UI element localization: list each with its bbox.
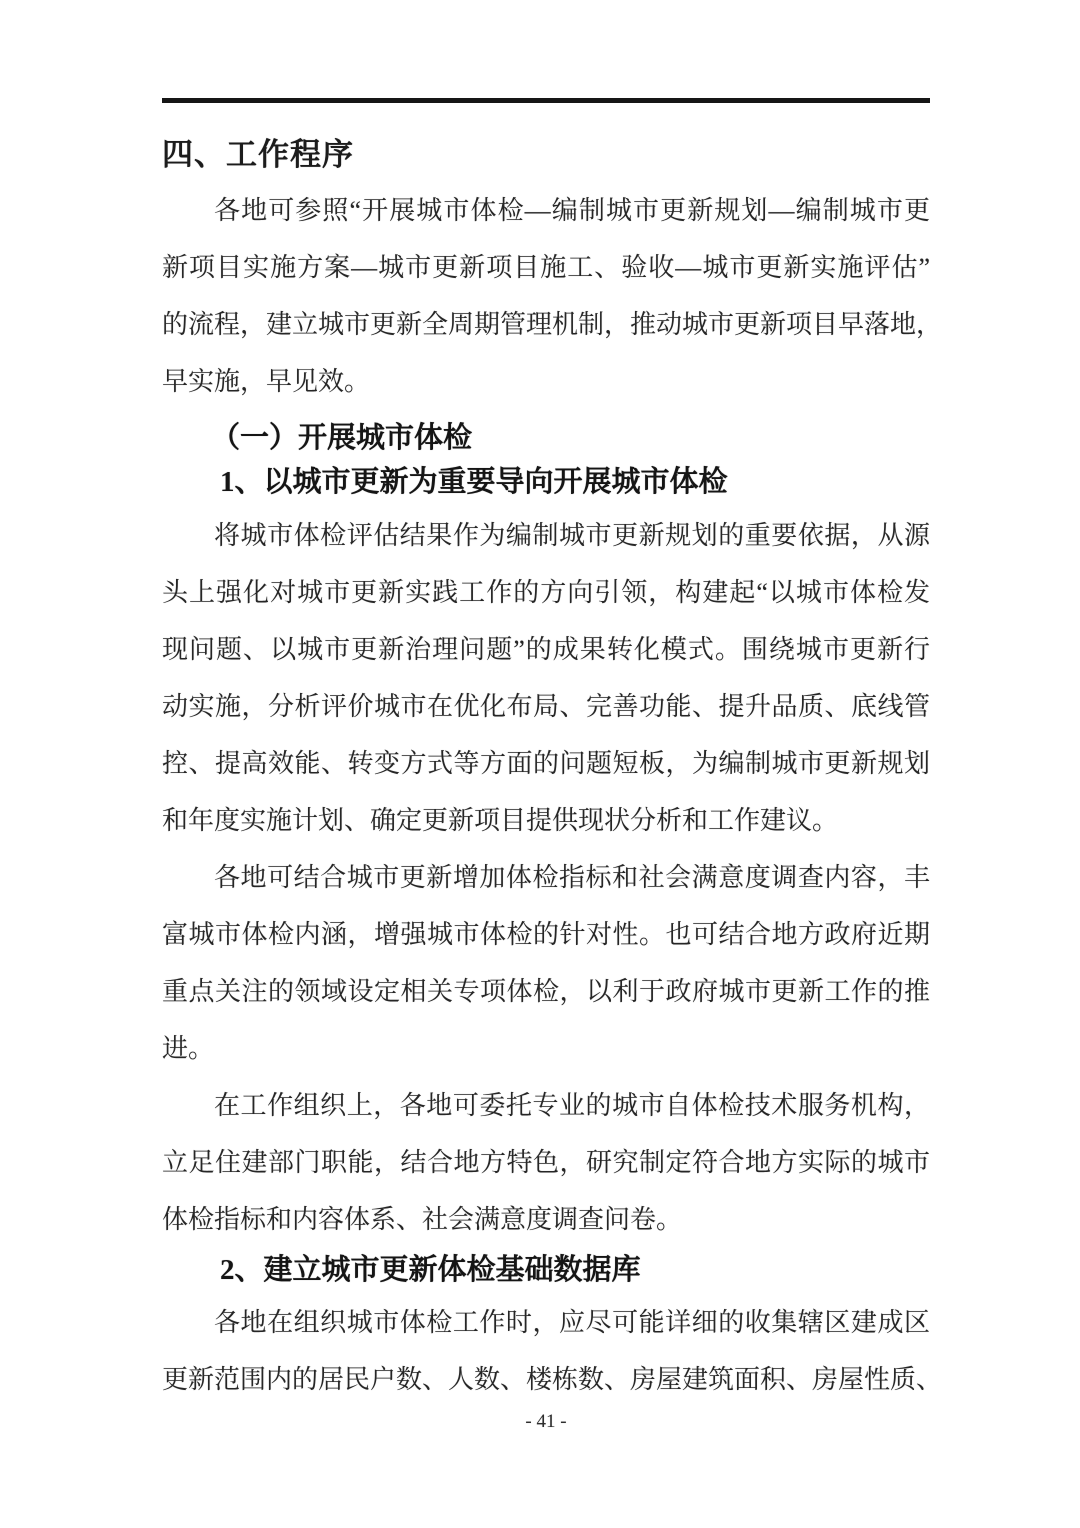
paragraph-line: 体检指标和内容体系、社会满意度调查问卷。 bbox=[162, 1205, 683, 1234]
paragraph-line: 早实施，早见效。 bbox=[162, 367, 371, 396]
item-2-paragraph-1 bbox=[162, 1294, 943, 1408]
item-1-paragraph-2 bbox=[162, 849, 930, 1077]
paragraph-line: 各地在组织城市体检工作时，应尽可能详细的收集辖区建成区 bbox=[214, 1308, 930, 1337]
paragraph-line: 在工作组织上，各地可委托专业的城市自体检技术服务机构， bbox=[214, 1091, 930, 1120]
paragraph-line: 头上强化对城市更新实践工作的方向引领，构建起“以城市体检发 bbox=[162, 578, 930, 607]
paragraph-line: 的流程，建立城市更新全周期管理机制，推动城市更新项目早落地， bbox=[162, 310, 943, 339]
header-rule bbox=[162, 98, 930, 103]
item-1-heading: 1、以城市更新为重要导向开展城市体检 bbox=[220, 466, 728, 498]
paragraph-line: 更新范围内的居民户数、人数、楼栋数、房屋建筑面积、房屋性质、 bbox=[162, 1365, 943, 1394]
paragraph-line: 现问题、以城市更新治理问题”的成果转化模式。围绕城市更新行 bbox=[162, 635, 930, 664]
paragraph-line: 重点关注的领域设定相关专项体检，以利于政府城市更新工作的推 bbox=[162, 977, 930, 1006]
paragraph-line: 和年度实施计划、确定更新项目提供现状分析和工作建议。 bbox=[162, 806, 839, 835]
item-1-paragraph-1 bbox=[162, 507, 930, 849]
page-number: - 41 - bbox=[525, 1411, 567, 1432]
item-2-heading: 2、建立城市更新体检基础数据库 bbox=[220, 1254, 641, 1286]
paragraph-line: 各地可参照“开展城市体检—编制城市更新规划—编制城市更 bbox=[214, 196, 930, 225]
intro-paragraph bbox=[162, 182, 943, 410]
paragraph-line: 控、提高效能、转变方式等方面的问题短板，为编制城市更新规划 bbox=[162, 749, 930, 778]
paragraph-line: 将城市体检评估结果作为编制城市更新规划的重要依据，从源 bbox=[214, 521, 930, 550]
paragraph-line: 富城市体检内涵，增强城市体检的针对性。也可结合地方政府近期 bbox=[162, 920, 930, 949]
paragraph-line: 动实施，分析评价城市在优化布局、完善功能、提升品质、底线管 bbox=[162, 692, 930, 721]
paragraph-line: 立足住建部门职能，结合地方特色，研究制定符合地方实际的城市 bbox=[162, 1148, 930, 1177]
page-content bbox=[162, 98, 943, 1432]
item-1-paragraph-3 bbox=[162, 1077, 930, 1248]
section-heading: 四、工作程序 bbox=[162, 137, 354, 172]
paragraph-line: 各地可结合城市更新增加体检指标和社会满意度调查内容，丰 bbox=[214, 863, 930, 892]
subsection-heading: （一）开展城市体检 bbox=[211, 422, 473, 454]
paragraph-line: 进。 bbox=[162, 1034, 215, 1063]
paragraph-line: 新项目实施方案—城市更新项目施工、验收—城市更新实施评估” bbox=[162, 253, 930, 282]
